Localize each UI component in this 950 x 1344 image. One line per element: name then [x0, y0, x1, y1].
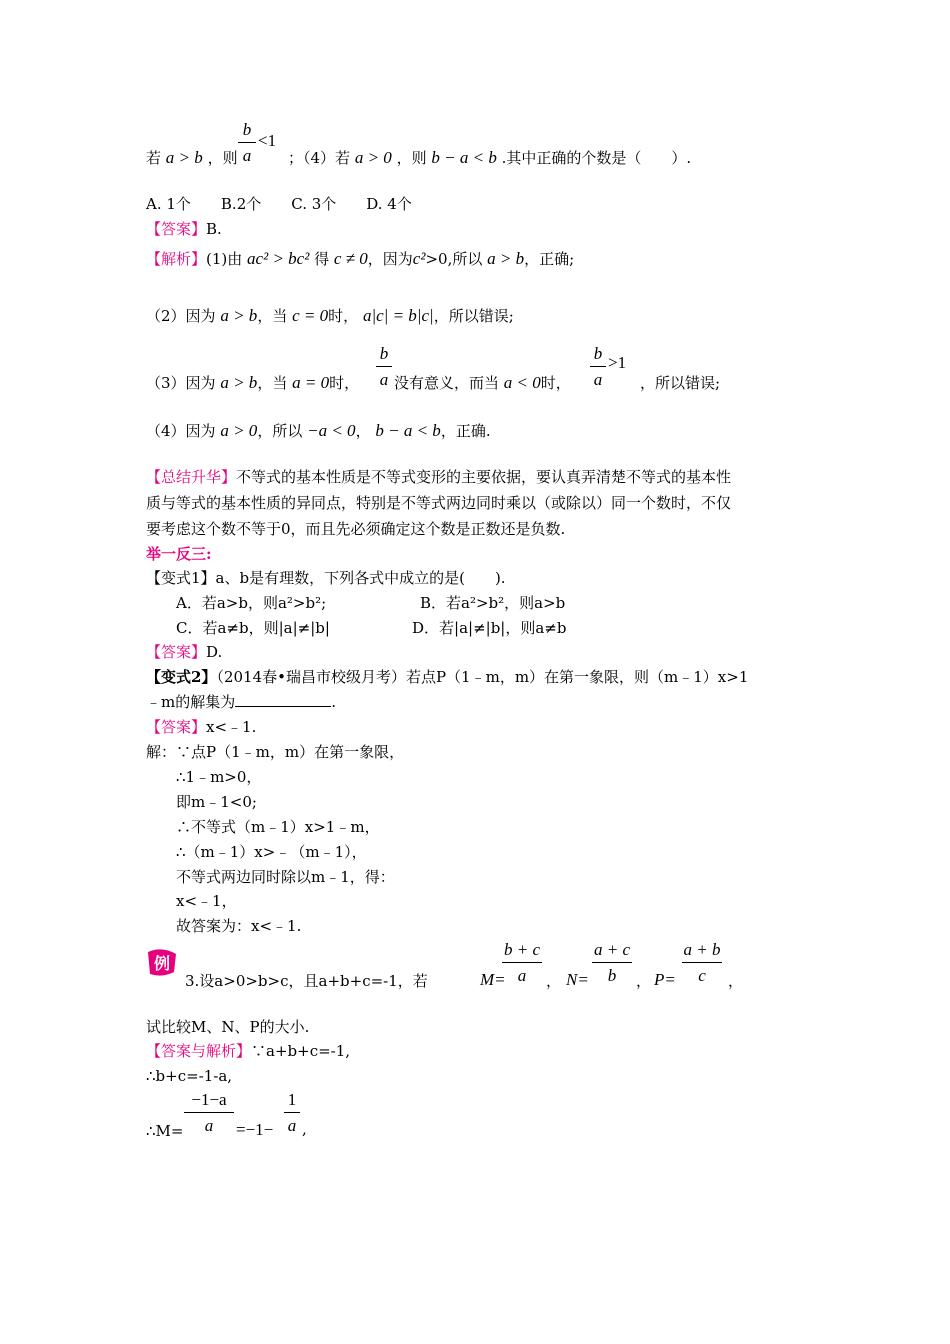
- math-b-minus-a: b − a < b: [431, 148, 497, 167]
- example-3-compare: 试比较M、N、P的大小.: [146, 1018, 310, 1036]
- fraction-b-over-a: [238, 120, 256, 166]
- fraction-bar: [284, 1112, 300, 1113]
- answer-blank: [235, 692, 331, 707]
- text: ，: [728, 972, 744, 990]
- denominator: a: [242, 146, 252, 165]
- solution-step: 不等式两边同时除以m﹣1，得：: [176, 868, 395, 886]
- numerator: b: [593, 344, 603, 363]
- math: a < 0: [503, 373, 541, 392]
- math: b − a < b: [375, 421, 441, 440]
- numerator: b: [379, 344, 389, 363]
- text: ，则: [396, 149, 427, 167]
- answer-tag: 【答案】: [146, 220, 207, 238]
- text: 没有意义，而当: [394, 374, 500, 392]
- answer-tag: 【答案与解析】: [146, 1042, 252, 1060]
- solution-step: ∴b+c=-1-a,: [146, 1067, 233, 1085]
- analysis-line-3b: [394, 372, 571, 394]
- fraction-neg1-minus-a-over-a: [184, 1090, 234, 1136]
- text: ，当: [257, 374, 288, 392]
- variant-2-title: 【变式2】: [146, 668, 217, 686]
- analysis-line-4: [146, 420, 491, 442]
- fraction-b-over-a-2: [590, 344, 606, 390]
- math-a-gt-b: a > b: [165, 148, 203, 167]
- text: ﹣m的解集为: [146, 693, 236, 711]
- text: ，当: [257, 307, 288, 325]
- text: .其中正确的个数是（ ）.: [501, 149, 692, 167]
- math: c²: [412, 249, 426, 268]
- math-gt-1: >1: [608, 353, 627, 372]
- answer-line: [146, 218, 222, 240]
- text: .: [331, 693, 337, 711]
- math: a > b: [220, 306, 258, 325]
- math-lt-1: <1: [258, 131, 277, 150]
- text: ，正确.: [440, 422, 491, 440]
- denominator: a: [517, 966, 527, 985]
- fraction-bar: [238, 142, 256, 143]
- solution-step: 解：∵点P（1﹣m，m）在第一象限，: [146, 743, 405, 761]
- text: 时，: [540, 374, 571, 392]
- text: ，正确;: [524, 250, 575, 268]
- denominator: c: [698, 966, 706, 985]
- math: c ≠ 0: [333, 249, 368, 268]
- text: ，则: [207, 149, 238, 167]
- math-eq: =−1−: [236, 1120, 274, 1139]
- fraction-1-over-a: [284, 1090, 300, 1136]
- variant-2-line-2: [146, 691, 336, 713]
- variant-2-line-1: [146, 666, 748, 688]
- text: （3）因为: [146, 374, 216, 392]
- math: a = 0: [292, 373, 330, 392]
- option-a: A．若a>b，则a²>b²;: [176, 594, 327, 612]
- summary-line-1: [146, 466, 731, 488]
- math: c = 0: [292, 306, 329, 325]
- example-badge-icon: [146, 948, 178, 978]
- answer-tag: 【答案】: [146, 718, 207, 736]
- math: ac² > bc²: [247, 249, 310, 268]
- fraction-bar: [184, 1112, 234, 1113]
- summary-tag: 【总结升华】: [146, 468, 237, 486]
- math: −a < 0: [307, 421, 356, 440]
- solution-step: ∴1﹣m>0，: [176, 768, 262, 786]
- solution-step: ∴M=: [146, 1122, 184, 1140]
- analysis-line-2: [146, 305, 514, 327]
- solution-step: 故答案为：x<﹣1.: [176, 917, 302, 935]
- analysis-line-1: [146, 248, 574, 270]
- answer-tag: 【答案】: [146, 643, 207, 661]
- analysis-line-3a: [146, 372, 359, 394]
- solution-step: 即m﹣1<0;: [176, 793, 257, 811]
- text: ,: [302, 1120, 307, 1138]
- variant-2-answer: [146, 716, 256, 738]
- text: (1)由: [206, 250, 243, 268]
- fraction-bar: [376, 366, 392, 367]
- question-line-1: [146, 147, 238, 169]
- label-n: N=: [566, 970, 589, 989]
- option-c: C．若a≠b，则|a|≠|b|: [176, 619, 330, 637]
- text: ，所以错误;: [640, 374, 721, 392]
- example-3-answer: [146, 1040, 350, 1062]
- fraction-b-over-a: [376, 344, 392, 390]
- numerator: b: [242, 120, 252, 139]
- options-line: A. 1个 B.2个 C. 3个 D. 4个: [146, 195, 412, 213]
- fraction-p: [682, 940, 722, 986]
- fraction-bar: [682, 962, 722, 963]
- summary-line-2: 质与等式的基本性质的异同点，特别是不等式两边同时乘以（或除以）同一个数时，不仅: [146, 494, 732, 512]
- label-m: M=: [480, 970, 506, 989]
- summary-line-3: 要考虑这个数不等于0，而且先必须确定这个数是正数还是负数.: [146, 520, 566, 538]
- numerator: a + c: [593, 940, 631, 959]
- text: >0,所以: [425, 250, 483, 268]
- text: （4）因为: [146, 422, 216, 440]
- denominator: a: [287, 1116, 297, 1135]
- answer-value: D.: [206, 643, 223, 661]
- math: a > b: [487, 249, 525, 268]
- text: ，: [355, 422, 371, 440]
- math: a > b: [220, 373, 258, 392]
- text: 得: [314, 250, 330, 268]
- math: a|c| = b|c|: [362, 306, 434, 325]
- variant-1-title: 【变式1】a、b是有理数，下列各式中成立的是( ).: [146, 569, 506, 587]
- denominator: a: [204, 1116, 214, 1135]
- denominator: a: [593, 370, 603, 389]
- option-b: B．若a²>b²，则a>b: [420, 594, 566, 612]
- numerator: b + c: [503, 940, 541, 959]
- answer-value: x<﹣1.: [206, 718, 257, 736]
- fraction-bar: [590, 366, 606, 367]
- text: （2）因为: [146, 307, 216, 325]
- text: ，因为: [367, 250, 413, 268]
- solution-step: ∴（m﹣1）x>﹣（m﹣1），: [176, 843, 367, 861]
- fraction-bar: [592, 962, 632, 963]
- text: （2014春•瑞昌市校级月考）若点P（1﹣m，m）在第一象限，则（m﹣1）x>1: [216, 668, 749, 686]
- denominator: b: [607, 966, 617, 985]
- text: ，: [546, 972, 562, 990]
- text: ，所以: [257, 422, 303, 440]
- option-d: D．若|a|≠|b|，则a≠b: [412, 619, 567, 637]
- answer-value: B.: [206, 220, 222, 238]
- text: 时，: [328, 307, 359, 325]
- text: ；（4）若: [288, 149, 351, 167]
- text: ，: [636, 972, 652, 990]
- text: ∵a+b+c=-1,: [251, 1042, 351, 1060]
- text: 不等式的基本性质是不等式变形的主要依据，要认真弄清楚不等式的基本性: [236, 468, 732, 486]
- math: a > 0: [220, 421, 258, 440]
- example-3-lead: 3.设a>0>b>c，且a+b+c=-1，若: [185, 972, 428, 990]
- fraction-m: [502, 940, 542, 986]
- text: ，所以错误;: [433, 307, 514, 325]
- numerator: 1: [287, 1090, 297, 1109]
- section-heading: 举一反三:: [146, 545, 212, 563]
- text: 若: [146, 149, 162, 167]
- badge-text: 例: [153, 954, 171, 973]
- analysis-tag: 【解析】: [146, 250, 207, 268]
- denominator: a: [379, 370, 389, 389]
- fraction-bar: [502, 962, 542, 963]
- fraction-n: [592, 940, 632, 986]
- question-line-1b: [288, 147, 691, 169]
- math-a-gt-0: a > 0: [354, 148, 392, 167]
- solution-step: ∴不等式（m﹣1）x>1﹣m，: [176, 818, 380, 836]
- numerator: −1−a: [191, 1090, 227, 1109]
- label-p: P=: [654, 970, 676, 989]
- text: 时，: [329, 374, 360, 392]
- solution-step: x<﹣1，: [176, 892, 237, 910]
- variant-1-answer: [146, 641, 222, 663]
- numerator: a + b: [683, 940, 721, 959]
